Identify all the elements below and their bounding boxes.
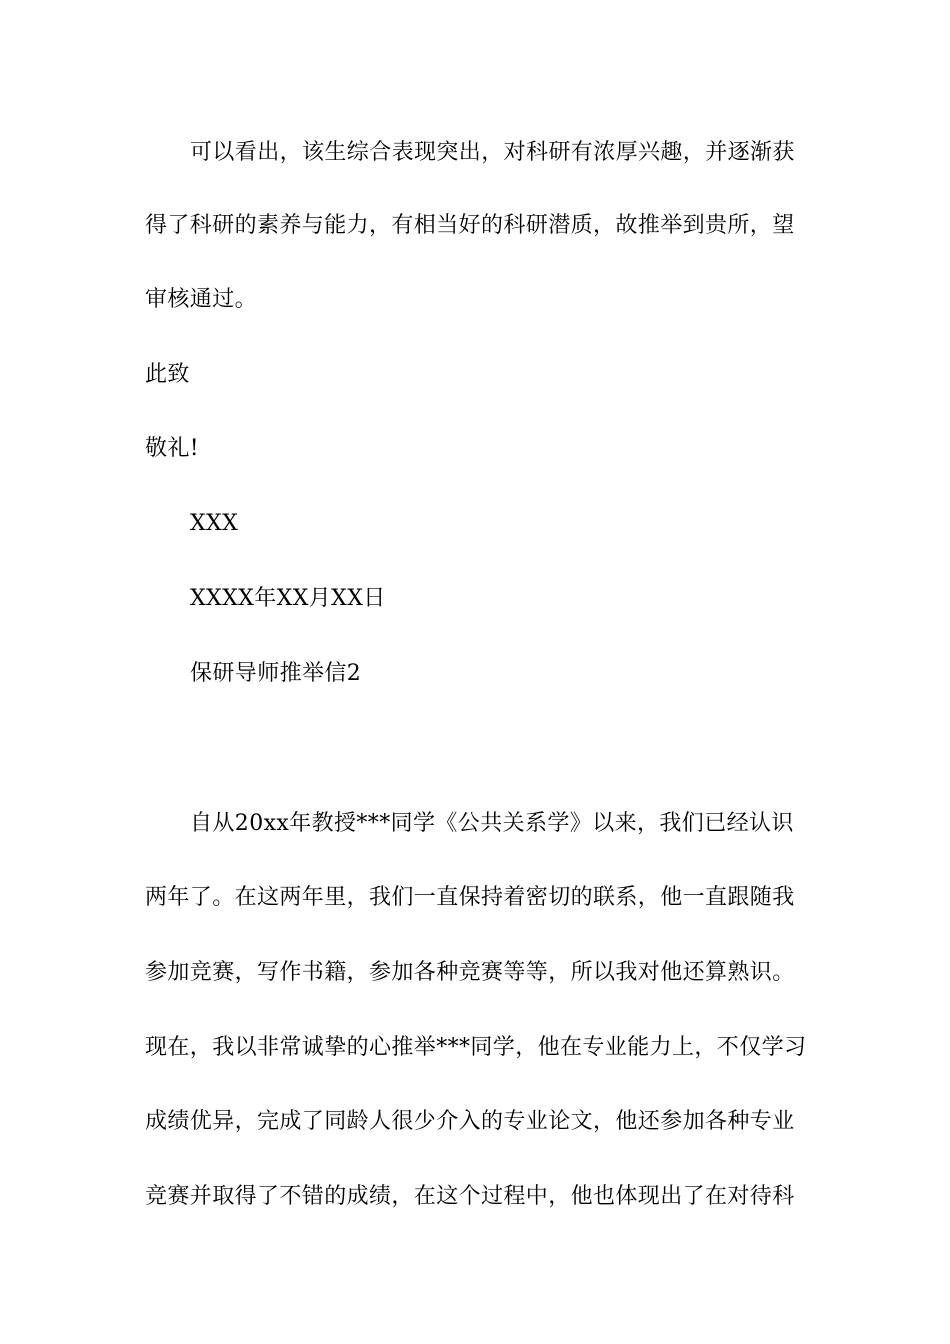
paragraph-line: 得了科研的素养与能力，有相当好的科研潜质，故推举到贵所，望	[145, 213, 795, 238]
paragraph-line: 竞赛并取得了不错的成绩，在这个过程中，他也体现出了在对待科	[145, 1184, 795, 1209]
section-title: 保研导师推举信2	[190, 661, 362, 686]
paragraph-line: 参加竞赛，写作书籍，参加各种竞赛等等，所以我对他还算熟识。	[145, 960, 795, 985]
paragraph-line: 成绩优异，完成了同龄人很少介入的专业论文，他还参加各种专业	[145, 1109, 795, 1134]
closing-salutation: 此致	[145, 362, 190, 387]
paragraph-line: 可以看出，该生综合表现突出，对科研有浓厚兴趣，并逐渐获	[190, 140, 795, 165]
paragraph-line: 审核通过。	[145, 287, 258, 312]
closing-regards: 敬礼!	[145, 436, 200, 461]
signature-name: XXX	[190, 511, 239, 536]
signature-date: XXXX年XX月XX日	[190, 586, 386, 611]
paragraph-line: 自从20xx年教授***同学《公共关系学》以来，我们已经认识	[190, 811, 794, 836]
paragraph-line: 两年了。在这两年里，我们一直保持着密切的联系，他一直跟随我	[145, 885, 795, 910]
paragraph-line: 现在，我以非常诚挚的心推举***同学，他在专业能力上，不仅学习	[145, 1035, 807, 1060]
